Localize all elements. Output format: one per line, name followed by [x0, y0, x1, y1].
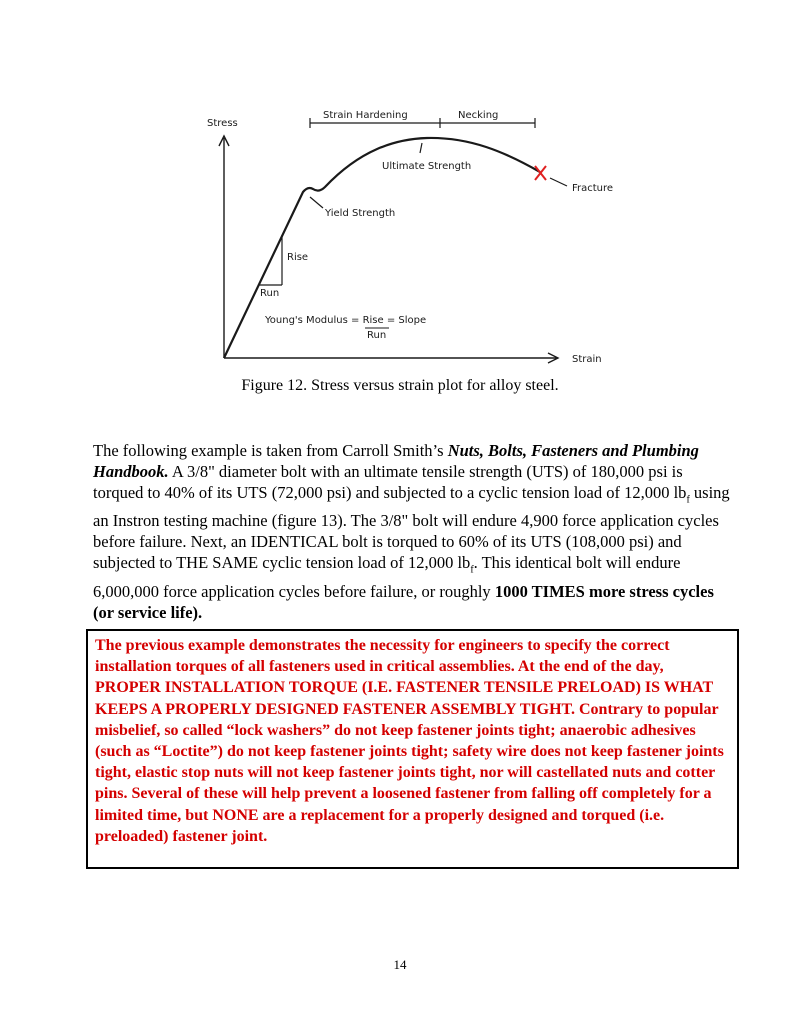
book-title: Nuts, Bolts, Fasteners and Plumbing Handbook.: [93, 441, 699, 481]
y-axis-label: Stress: [207, 118, 238, 129]
body-paragraph: [93, 440, 733, 623]
modulus-formula: [264, 315, 426, 326]
yield-strength-pointer: [310, 197, 323, 208]
ultimate-strength-pointer: [420, 143, 422, 153]
ultimate-strength-label: Ultimate Strength: [382, 161, 472, 172]
callout-text: The previous example demonstrates the necessity for engineers to specify the correct installation torques of all fasteners used in critical assemblies. At the end of the day, PROPER INSTALLATION TORQUE (I.E. FASTENER TENSILE PRELOAD) IS WHAT KEEPS A PROPERLY DESIGNED FASTENER ASSEMBLY TIGHT. Contrary to popular misbelief, so called “lock washers” do not keep fastener joints tight; anaerobic adhesives (such as “Loctite”) do not keep fastener joints tight; safety wire does not keep fastener joints tight, elastic stop nuts will not keep fastener joints tight, nor will castellated nuts and cotter pins. Several of these will help prevent a loosened fastener from falling off completely for a limited time, but NONE are a replacement for a properly designed and torqued (i.e. preloaded) fastener joint.: [95, 637, 724, 845]
rise-label: Rise: [287, 252, 309, 263]
page-number: 14: [393, 957, 407, 972]
para-text-4: . This identical bolt will endure 6,000,000 force application cycles before failure, or roughly: [93, 553, 681, 601]
modulus-lhs: Young's Modulus =: [265, 315, 363, 326]
para-text-2: A 3/8" diameter bolt with an ultimate tensile strength (UTS) of 180,000 psi is torqued to 40% of its UTS (72,000 psi) and subjected to a cyclic tension load of 12,000 lb: [93, 462, 687, 502]
necking-label: Necking: [458, 110, 499, 121]
modulus-numerator: Rise: [362, 315, 384, 326]
x-axis-label: Strain: [572, 354, 602, 365]
modulus-denominator: Run: [367, 330, 387, 341]
para-text-1: The following example is taken from Carroll Smith’s: [93, 441, 448, 460]
subscript-f-2: f: [470, 564, 474, 576]
fracture-label: Fracture: [572, 183, 614, 194]
run-label: Run: [260, 288, 280, 299]
strain-hardening-label: Strain Hardening: [323, 110, 408, 121]
fracture-pointer: [550, 178, 567, 186]
stress-strain-figure: [195, 100, 635, 370]
callout-box: [86, 629, 739, 869]
para-text-3: using an Instron testing machine (figure 13). The 3/8" bolt will endure 4,900 force application cycles before failure. Next, an IDENTICAL bolt is torqued to 60% of its UTS (108,000 psi) and subjected to THE SAME cyclic tension load of 12,000 lb: [93, 483, 730, 573]
subscript-f-1: f: [686, 494, 690, 506]
figure-caption: Figure 12. Stress versus strain plot for alloy steel.: [241, 377, 559, 394]
emphasis-text: 1000 TIMES more stress cycles (or service life).: [93, 581, 714, 622]
fracture-x-mark: [535, 166, 546, 180]
yield-strength-label: Yield Strength: [325, 208, 396, 219]
modulus-equals-slope: = Slope: [383, 315, 427, 326]
